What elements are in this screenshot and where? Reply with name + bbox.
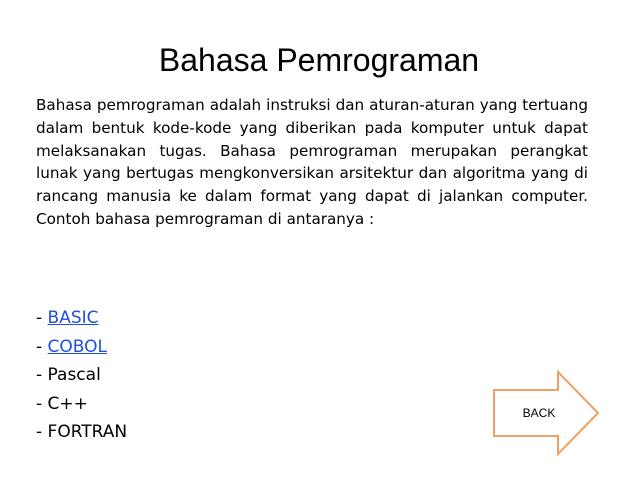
back-button-label: BACK (522, 406, 556, 420)
cpp-label: C++ (47, 393, 88, 414)
list-prefix: - (36, 393, 48, 414)
list-item (36, 361, 127, 390)
body-paragraph: Bahasa pemrograman adalah instruksi dan aturan-aturan yang tertuang dalam bentuk kode-kode yang diberikan pada komputer untuk dapat melaksanakan tugas. Bahasa pemrograman merupakan perangkat lunak yang bertugas mengkonversikan arsitektur dan algoritma yang di rancang manusia ke dalam format yang dapat di jalankan computer. Contoh bahasa pemrograman di antaranya : (36, 96, 588, 228)
language-list (36, 304, 127, 447)
list-prefix: - (36, 365, 48, 385)
list-item (36, 333, 127, 362)
list-item (36, 390, 127, 419)
pascal-label: Pascal (47, 365, 101, 385)
list-prefix: - (36, 336, 48, 357)
slide-title: Bahasa Pemrograman (158, 42, 480, 78)
list-item (36, 304, 127, 333)
list-prefix: - (36, 308, 48, 328)
cobol-link[interactable]: COBOL (47, 336, 108, 357)
basic-link[interactable]: BASIC (47, 308, 99, 328)
list-prefix: - (36, 422, 48, 442)
fortran-label: FORTRAN (47, 422, 128, 442)
list-item (36, 418, 127, 447)
back-button[interactable] (492, 370, 600, 456)
